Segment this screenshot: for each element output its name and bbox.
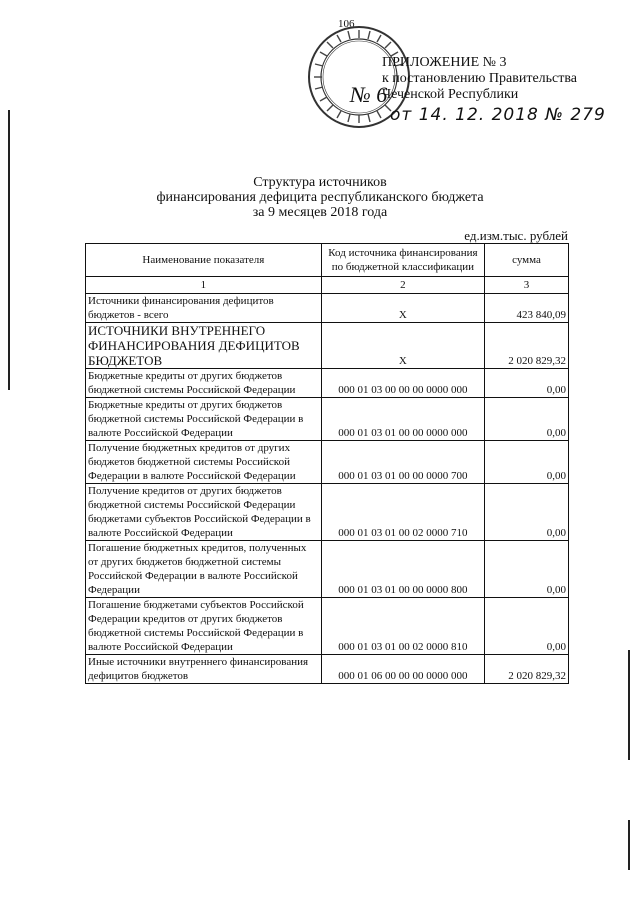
- row-code: 000 01 03 01 00 00 0000 800: [321, 541, 484, 598]
- table-row: [86, 484, 569, 541]
- row-name: ИСТОЧНИКИ ВНУТРЕННЕГО ФИНАНСИРОВАНИЯ ДЕФИЦИТОВ БЮДЖЕТОВ: [86, 323, 322, 369]
- appendix-header: [382, 55, 577, 103]
- appendix-line: Чеченской Республики: [382, 87, 519, 102]
- header-indicator-name: Наименование показателя: [86, 244, 322, 277]
- table-body: [86, 294, 569, 684]
- row-amount: 0,00: [485, 484, 569, 541]
- table-row: [86, 655, 569, 684]
- row-code: 000 01 03 01 00 00 0000 700: [321, 441, 484, 484]
- decree-number: № 6: [350, 82, 388, 107]
- row-amount: 2 020 829,32: [485, 655, 569, 684]
- row-code: 000 01 03 01 00 00 0000 000: [321, 398, 484, 441]
- row-amount: 0,00: [485, 441, 569, 484]
- row-code: X: [321, 323, 484, 369]
- row-name: Получение бюджетных кредитов от других бюджетов бюджетной системы Российской Федерации в валюте Российской Федерации: [86, 441, 322, 484]
- header-source-code: Код источника финансирования по бюджетной классификации: [321, 244, 484, 277]
- row-name: Источники финансирования дефицитов бюджетов - всего: [86, 294, 322, 323]
- scan-edge-mark: [8, 110, 10, 390]
- handwritten-decree-date: от 14. 12. 2018 № 279: [390, 105, 606, 125]
- scan-edge-mark: [628, 820, 630, 870]
- document-title: [0, 175, 640, 220]
- appendix-line: к постановлению Правительства: [382, 71, 578, 86]
- scan-edge-mark: [628, 650, 630, 760]
- row-amount: 0,00: [485, 598, 569, 655]
- row-name: Иные источники внутреннего финансирования дефицитов бюджетов: [86, 655, 322, 684]
- unit-of-measure: ед.изм.тыс. рублей: [464, 228, 568, 243]
- row-name: Погашение бюджетами субъектов Российской Федерации кредитов от других бюджетов бюджетной системы Российской Федерации в валюте Российской Федерации: [86, 598, 322, 655]
- table-row: [86, 598, 569, 655]
- row-amount: 423 840,09: [485, 294, 569, 323]
- row-code: 000 01 03 00 00 00 0000 000: [321, 369, 484, 398]
- financing-sources-table: [85, 243, 569, 684]
- row-code: 000 01 03 01 00 02 0000 710: [321, 484, 484, 541]
- table-row: [86, 441, 569, 484]
- row-name: Погашение бюджетных кредитов, полученных от других бюджетов бюджетной системы Российской Федерации в валюте Российской Федерации: [86, 541, 322, 598]
- header-amount: сумма: [485, 244, 569, 277]
- row-name: Бюджетные кредиты от других бюджетов бюджетной системы Российской Федерации: [86, 369, 322, 398]
- row-amount: 2 020 829,32: [485, 323, 569, 369]
- title-line: финансирования дефицита республиканского бюджета: [156, 190, 484, 205]
- table-row: [86, 398, 569, 441]
- page-number: 106: [338, 18, 355, 30]
- table-row: [86, 369, 569, 398]
- row-amount: 0,00: [485, 369, 569, 398]
- appendix-line: ПРИЛОЖЕНИЕ № 3: [382, 55, 507, 70]
- row-name: Получение кредитов от других бюджетов бюджетной системы Российской Федерации бюджетами субъектов Российской Федерации в валюте Российской Федерации: [86, 484, 322, 541]
- table-row: [86, 541, 569, 598]
- table-header-row: [86, 244, 569, 277]
- column-number: 2: [321, 277, 484, 294]
- column-number: 3: [485, 277, 569, 294]
- row-code: 000 01 03 01 00 02 0000 810: [321, 598, 484, 655]
- column-numbers-row: [86, 277, 569, 294]
- row-code: 000 01 06 00 00 00 0000 000: [321, 655, 484, 684]
- row-name: Бюджетные кредиты от других бюджетов бюджетной системы Российской Федерации в валюте Российской Федерации: [86, 398, 322, 441]
- row-code: X: [321, 294, 484, 323]
- table-row: [86, 323, 569, 369]
- column-number: 1: [86, 277, 322, 294]
- row-amount: 0,00: [485, 398, 569, 441]
- table-row: [86, 294, 569, 323]
- row-amount: 0,00: [485, 541, 569, 598]
- title-line: за 9 месяцев 2018 года: [252, 205, 388, 220]
- title-line: Структура источников: [253, 175, 387, 190]
